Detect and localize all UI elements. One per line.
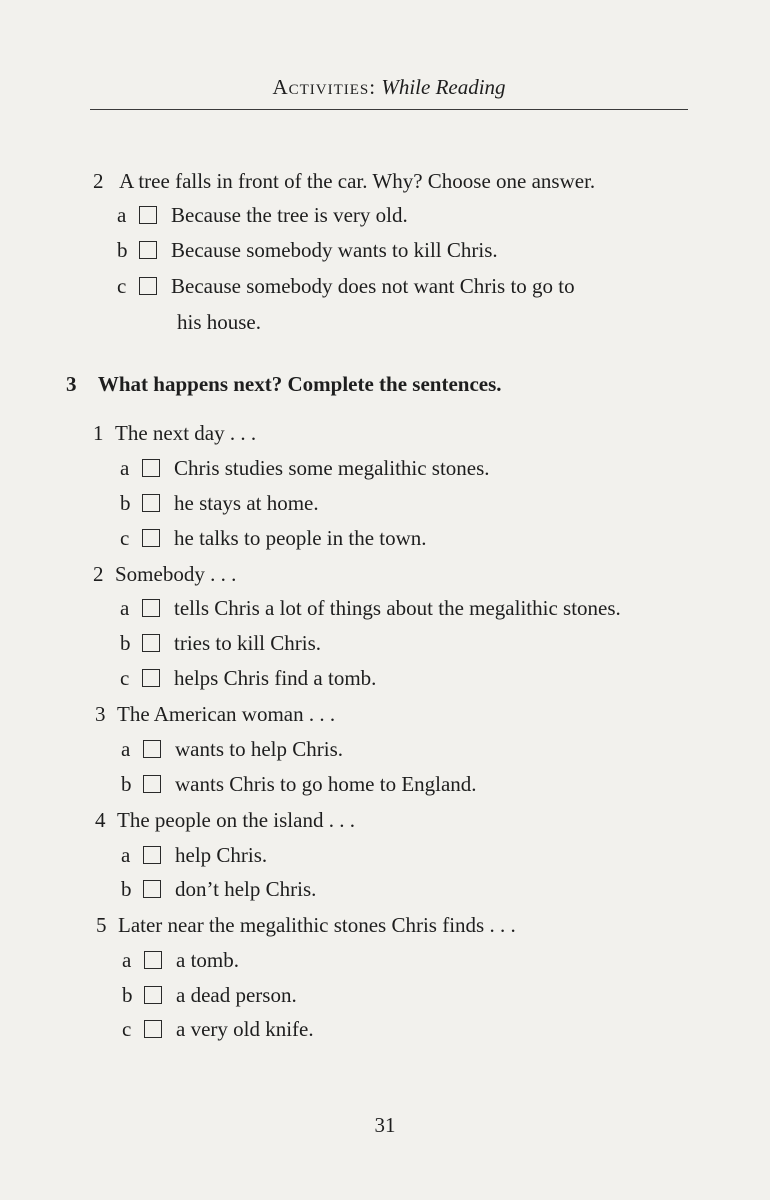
checkbox[interactable] (139, 241, 157, 259)
checkbox[interactable] (142, 599, 160, 617)
item-number: 2 (93, 562, 104, 586)
item-4-option-b (121, 876, 316, 902)
item-1-option-b (120, 490, 319, 516)
checkbox[interactable] (142, 459, 160, 477)
item-5-option-b (122, 982, 297, 1008)
item-5-stem (96, 912, 516, 938)
item-stem-text: The people on the island . . . (117, 808, 355, 832)
q2-option-c-continuation: his house. (177, 310, 261, 334)
checkbox[interactable] (139, 277, 157, 295)
item-number: 1 (93, 421, 104, 445)
option-text: Chris studies some megalithic stones. (174, 456, 490, 480)
item-5-option-c (122, 1016, 314, 1042)
header-label: Activities: (272, 75, 377, 99)
option-text: wants to help Chris. (175, 737, 343, 761)
item-number: 3 (95, 702, 106, 726)
checkbox[interactable] (142, 669, 160, 687)
item-stem-text: The next day . . . (115, 421, 257, 445)
q2-option-a (117, 202, 408, 228)
item-2-option-c (120, 665, 376, 691)
option-text: Because the tree is very old. (171, 203, 408, 227)
option-text: don’t help Chris. (175, 877, 317, 901)
option-letter: a (120, 596, 130, 620)
item-1-option-c (120, 525, 427, 551)
option-text: wants Chris to go home to England. (175, 772, 477, 796)
option-letter: b (121, 772, 132, 796)
page-number: 31 (374, 1113, 396, 1137)
running-header (90, 75, 688, 100)
option-text: a dead person. (176, 983, 297, 1007)
question-text: A tree falls in front of the car. Why? Choose one answer. (119, 169, 596, 193)
option-text: he talks to people in the town. (174, 526, 427, 550)
option-letter: b (117, 238, 128, 262)
checkbox[interactable] (143, 775, 161, 793)
section-number: 3 (66, 372, 77, 396)
item-stem-text: Somebody . . . (115, 562, 237, 586)
checkbox[interactable] (142, 634, 160, 652)
q2-option-c (117, 273, 575, 299)
option-letter: c (120, 666, 130, 690)
option-letter: a (121, 737, 131, 761)
option-text: help Chris. (175, 843, 268, 867)
option-text: helps Chris find a tomb. (174, 666, 377, 690)
section-3-heading (66, 371, 502, 397)
option-text: a tomb. (176, 948, 239, 972)
item-1-stem (93, 420, 256, 446)
checkbox[interactable] (142, 529, 160, 547)
checkbox[interactable] (139, 206, 157, 224)
item-3-stem (95, 701, 335, 727)
item-1-option-a (120, 455, 490, 481)
question-2 (93, 168, 595, 194)
item-3-option-a (121, 736, 343, 762)
checkbox[interactable] (142, 494, 160, 512)
checkbox[interactable] (143, 740, 161, 758)
option-text: tells Chris a lot of things about the megalithic stones. (174, 596, 621, 620)
checkbox[interactable] (144, 1020, 162, 1038)
q2-option-b (117, 237, 498, 263)
option-letter: a (122, 948, 132, 972)
item-4-option-a (121, 842, 267, 868)
option-text: he stays at home. (174, 491, 319, 515)
option-letter: b (120, 631, 131, 655)
checkbox[interactable] (144, 986, 162, 1004)
option-letter: c (117, 274, 127, 298)
option-text: tries to kill Chris. (174, 631, 321, 655)
checkbox[interactable] (143, 880, 161, 898)
option-text: Because somebody does not want Chris to go to (171, 274, 575, 298)
item-3-option-b (121, 771, 477, 797)
option-letter: a (117, 203, 127, 227)
option-letter: c (122, 1017, 132, 1041)
item-4-stem (95, 807, 355, 833)
checkbox[interactable] (144, 951, 162, 969)
option-text: a very old knife. (176, 1017, 314, 1041)
option-letter: b (120, 491, 131, 515)
header-title: While Reading (381, 75, 506, 99)
option-text: Because somebody wants to kill Chris. (171, 238, 498, 262)
header-divider (90, 109, 688, 110)
question-number: 2 (93, 169, 104, 193)
option-letter: b (121, 877, 132, 901)
checkbox[interactable] (143, 846, 161, 864)
option-letter: a (120, 456, 130, 480)
section-title: What happens next? Complete the sentences. (97, 372, 502, 396)
item-2-stem (93, 561, 236, 587)
item-number: 5 (96, 913, 107, 937)
item-stem-text: Later near the megalithic stones Chris finds . . . (118, 913, 516, 937)
item-2-option-b (120, 630, 321, 656)
option-letter: a (121, 843, 131, 867)
item-2-option-a (120, 595, 621, 621)
option-letter: c (120, 526, 130, 550)
item-5-option-a (122, 947, 239, 973)
option-letter: b (122, 983, 133, 1007)
item-stem-text: The American woman . . . (117, 702, 336, 726)
item-number: 4 (95, 808, 106, 832)
